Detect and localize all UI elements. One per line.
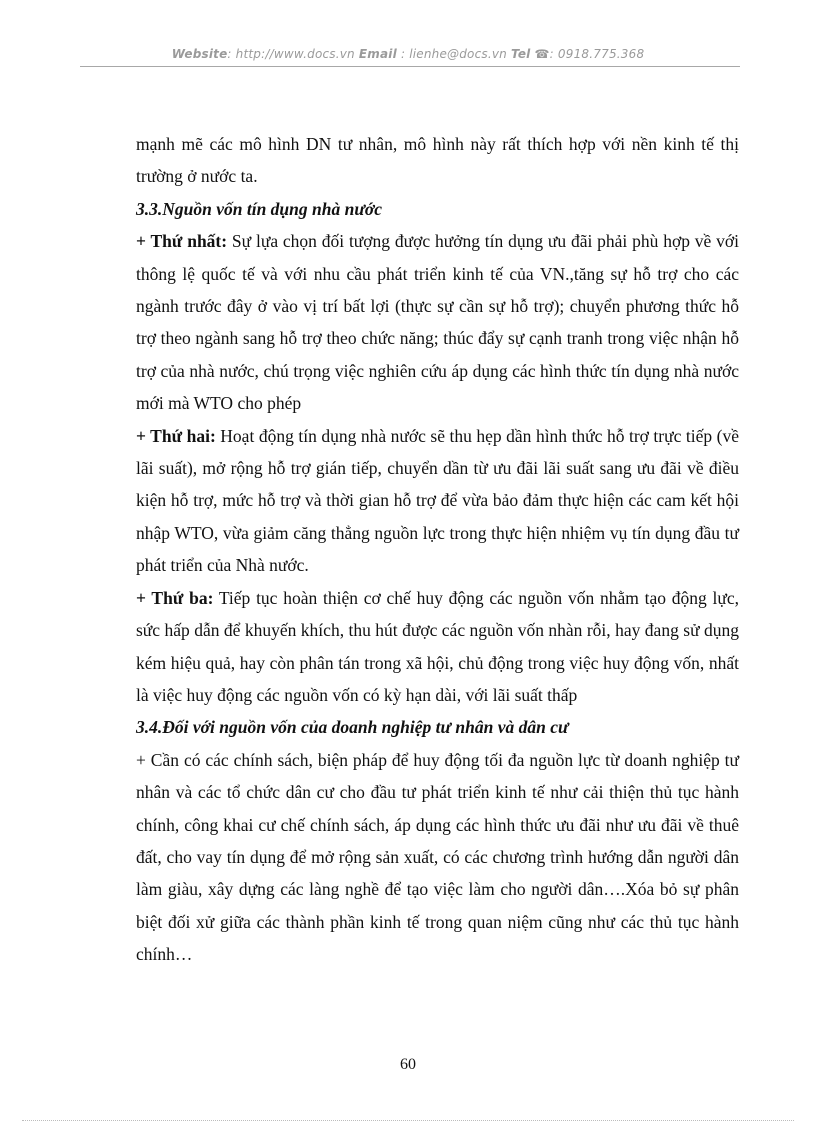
phone-icon: ☎ [534, 47, 550, 61]
second-point-text: Hoạt động tín dụng nhà nước sẽ thu hẹp dần hình thức hỗ trợ trực tiếp (về lãi suất), mở rộng hỗ trợ gián tiếp, chuyển dần từ ưu đãi lãi suất sang ưu đãi về điều kiện hỗ trợ, mức hỗ trợ và thời gian hỗ trợ để vừa bảo đảm thực hiện các cam kết hội nhập WTO, vừa giảm căng thẳng nguồn lực trong thực hiện nhiệm vụ tín dụng đầu tư phát triển của Nhà nước. [136, 425, 739, 576]
header-divider [80, 66, 740, 67]
tel-label: Tel [511, 47, 531, 61]
first-point-lead: + Thứ nhất: [136, 231, 228, 252]
website-value: : http://www.docs.vn [227, 47, 355, 61]
paragraph-intro: mạnh mẽ các mô hình DN tư nhân, mô hình này rất thích hợp với nền kinh tế thị trường ở nước ta. [136, 134, 739, 187]
paragraph-third-point [136, 582, 739, 712]
tel-value: : 0918.775.368 [549, 47, 645, 61]
third-point-text: Tiếp tục hoàn thiện cơ chế huy động các nguồn vốn nhằm tạo động lực, sức hấp dẫn để khuyến khích, thu hút được các nguồn vốn nhàn rỗi, hay đang sử dụng kém hiệu quả, hay còn phân tán trong xã hội, chủ động trong việc huy động vốn, nhất là việc huy động các nguồn vốn có kỳ hạn dài, với lãi suất thấp [136, 587, 739, 705]
first-point-text: Sự lựa chọn đối tượng được hưởng tín dụng ưu đãi phải phù hợp về với thông lệ quốc tế và với nhu cầu phát triển kinh tế của VN.,tăng sự hỗ trợ cho các ngành trước đây ở vào vị trí bất lợi (thực sự cần sự hỗ trợ); chuyển phương thức hỗ trợ theo ngành sang hỗ trợ theo chức năng; thúc đẩy sự cạnh tranh trong việc nhận hỗ trợ của nhà nước, chú trọng việc nghiên cứu áp dụng các hình thức tín dụng nhà nước mới mà WTO cho phép [136, 231, 739, 414]
section-heading-3-3: 3.3.Nguồn vốn tín dụng nhà nước [136, 198, 382, 219]
third-point-lead: + Thứ ba: [136, 587, 214, 608]
paragraph-first-point [136, 225, 739, 419]
second-point-lead: + Thứ hai: [136, 425, 216, 446]
section-heading-3-4: 3.4.Đối với nguồn vốn của doanh nghiệp tư nhân và dân cư [136, 717, 569, 738]
email-label: Email [358, 47, 397, 61]
document-body [136, 128, 739, 971]
page-number: 60 [400, 1056, 416, 1073]
paragraph-private-capital: + Cần có các chính sách, biện pháp để huy động tối đa nguồn lực từ doanh nghiệp tư nhân và các tổ chức dân cư cho đầu tư phát triển kinh tế như cải thiện thủ tục hành chính, công khai cư chế chính sách, áp dụng các hình thức ưu đãi như ưu đãi về thuê đất, cho vay tín dụng để mở rộng sản xuất, có các chương trình hướng dẫn người dân làm giàu, xây dựng các làng nghề để tạo việc làm cho người dân….Xóa bỏ sự phân biệt đối xử giữa các thành phần kinh tế trong quan niệm cũng như các thủ tục hành chính… [136, 749, 739, 965]
paragraph-second-point [136, 420, 739, 582]
page-header [0, 47, 816, 61]
email-value: : lienhe@docs.vn [400, 47, 507, 61]
page-bottom-border [22, 1120, 794, 1121]
website-label: Website [171, 47, 228, 61]
